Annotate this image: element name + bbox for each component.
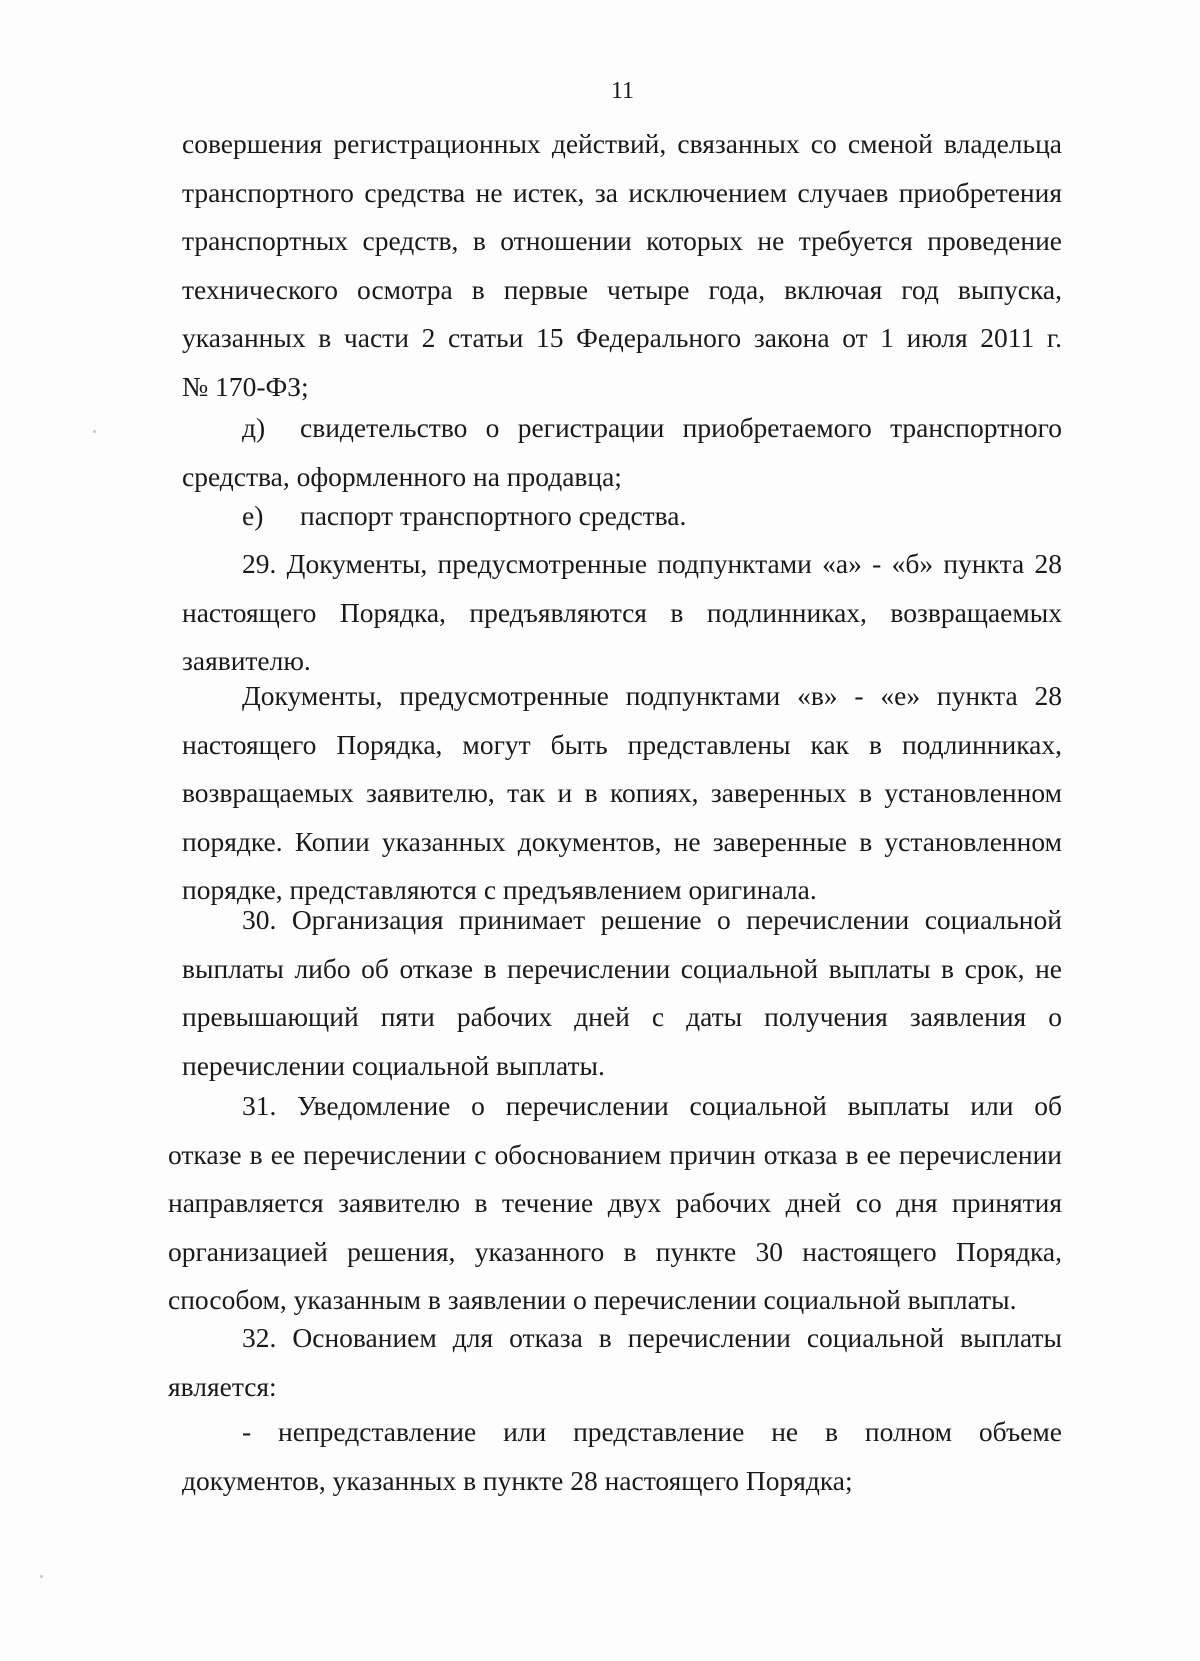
- text-line: указанных в части 2 статьи 15 Федерального закона от 1 июля 2011 г.: [182, 322, 1062, 353]
- paragraph-29: [182, 540, 1062, 686]
- text-line: порядке. Копии указанных документов, не заверенные в установленном: [182, 825, 1062, 857]
- paragraph-31: [168, 1082, 1062, 1325]
- list-item-dash: [182, 1408, 1062, 1505]
- text-line: Документы, предусмотренные подпунктами «в» - «е» пункта 28: [242, 680, 1062, 711]
- text-line: документов, указанных в пункте 28 настоящего Порядка;: [182, 1464, 853, 1496]
- text-line: настоящего Порядка, предъявляются в подлинниках, возвращаемых: [182, 596, 1062, 628]
- text-line: заявителю.: [182, 645, 311, 676]
- text-line: перечислении социальной выплаты.: [182, 1049, 605, 1081]
- list-item-d: [182, 404, 1062, 501]
- text-line: возвращаемых заявителю, так и в копиях, заверенных в установленном: [182, 777, 1062, 808]
- scan-artifact: [93, 430, 96, 433]
- text-line: совершения регистрационных действий, связанных со сменой владельца: [182, 128, 1062, 159]
- text-line: 31. Уведомление о перечислении социальной выплаты или об: [242, 1090, 1062, 1121]
- text-line: - непредставление или представление не в полном объеме: [242, 1416, 1062, 1447]
- list-item-e: [182, 492, 1062, 541]
- text-line: [182, 492, 1062, 541]
- text-fragment: паспорт транспортного средства.: [300, 500, 687, 531]
- list-marker: д): [242, 412, 266, 443]
- text-line: организацией решения, указанного в пункте 30 настоящего Порядка,: [168, 1235, 1062, 1267]
- text-line: 29. Документы, предусмотренные подпунктами «а» - «б» пункта 28: [242, 548, 1062, 579]
- page-number: 11: [610, 78, 635, 104]
- paragraph-continuation: [182, 120, 1062, 411]
- text-line: направляется заявителю в течение двух рабочих дней со дня принятия: [168, 1187, 1062, 1218]
- text-line: выплаты либо об отказе в перечислении социальной выплаты в срок, не: [182, 952, 1062, 984]
- text-line: отказе в ее перечислении с обоснованием причин отказа в ее перечислении: [168, 1138, 1062, 1170]
- text-line: 32. Основанием для отказа в перечислении социальной выплаты: [242, 1322, 1062, 1353]
- text-line: средства, оформленного на продавца;: [182, 460, 622, 492]
- text-line: 30. Организация принимает решение о перечислении социальной: [242, 904, 1062, 935]
- text-line: является:: [168, 1370, 277, 1402]
- list-marker: е): [242, 500, 264, 531]
- text-line: способом, указанным в заявлении о перечислении социальной выплаты.: [168, 1284, 1017, 1315]
- text-line: транспортного средства не истек, за исключением случаев приобретения: [182, 176, 1062, 208]
- paragraph-32: [168, 1314, 1062, 1411]
- scan-artifact: [40, 1575, 43, 1578]
- text-line: транспортных средств, в отношении которых не требуется проведение: [182, 225, 1062, 256]
- text-line: технического осмотра в первые четыре года, включая год выпуска,: [182, 273, 1062, 305]
- text-fragment: свидетельство о регистрации приобретаемого транспортного: [300, 412, 1062, 443]
- text-line: порядке, представляются с предъявлением оригинала.: [182, 874, 817, 905]
- text-line: № 170-ФЗ;: [182, 370, 309, 402]
- paragraph-29-continued: [182, 672, 1062, 915]
- text-line: превышающий пяти рабочих дней с даты получения заявления о: [182, 1001, 1062, 1032]
- text-line: [182, 404, 1062, 453]
- text-line: настоящего Порядка, могут быть представлены как в подлинниках,: [182, 728, 1062, 760]
- paragraph-30: [182, 896, 1062, 1090]
